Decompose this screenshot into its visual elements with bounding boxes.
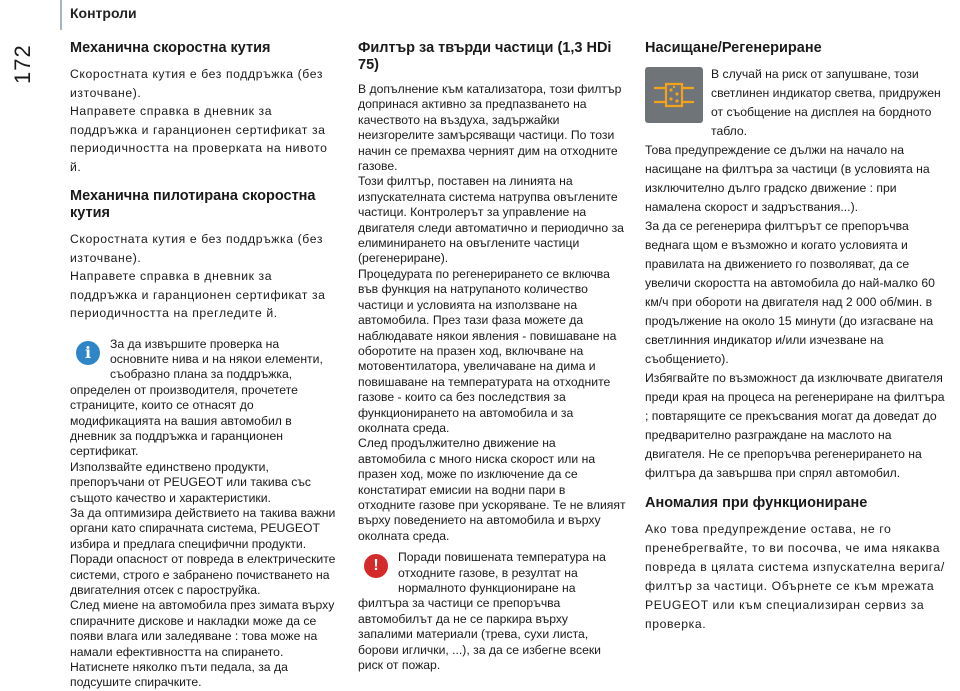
page-number: 172 — [10, 44, 35, 84]
text-paragraph: Това предупреждение се дължи на начало на насищане на филтъра за частици (в условията на изключително дълго градско движение : при намалена скорост и задръствания...). — [645, 143, 930, 214]
text-paragraph: Направете справка в дневник за поддръжка и гаранционен сертификат за периодичността на прегледите й. — [70, 269, 326, 320]
text-paragraph: След продължително движение на автомобила с много ниска скорост или на празен ход, може по изключение да се констатират емисии на водни пари в отходните газове при ускоряване. Те не влияят върху поведението на автомобила и върху околната среда. — [358, 436, 626, 543]
info-notice — [70, 337, 338, 691]
text-paragraph: В случай на риск от запушване, този светлинен индикатор светва, придружен от съобщение на дисплея на бордното табло. — [711, 67, 941, 138]
column-right — [645, 40, 945, 634]
section-title: Контроли — [70, 5, 137, 21]
text-paragraph: За да се регенерира филтърът се препоръчва веднага щом е възможно и когато условията и правилата на движението го позволяват, да се увеличи скоростта на автомобила до най-малко 60 км/ч при обороти на двигателя над 2 000 об/мин. в продължение на около 15 минути (до изгасване на светлинния индикатор и/или изчезване на съобщението). — [645, 219, 935, 366]
column-left — [70, 40, 338, 691]
column-middle — [358, 40, 626, 673]
text-paragraph: Този филтър, поставен на линията на изпускателната система натрупва овъглените частици. Контролерът за управление на двигателя следи автоматично и периодично за елиминирането на овъглените частици (регенериране). — [358, 174, 624, 266]
notice-text: За да оптимизира действието на такива важни органи като спирачната система, PEUGEOT избира и предлага специфични продукти. — [70, 505, 336, 551]
text-paragraph: Направете справка в дневник за поддръжка и гаранционен сертификат за периодичността на проверката на нивото й. — [70, 104, 328, 174]
particle-filter-icon-graphic — [652, 80, 696, 110]
text-paragraph: Скоростната кутия е без поддръжка (без източване). — [70, 67, 324, 100]
notice-text: За да извършите проверка на основните нива и на някои елементи, съобразно плана за поддръжка, определен от производителя, прочетете страниците, които се отнасят до модификацията на вашия автомобил в дневник за поддръжка и гаранционен сертификат. — [70, 336, 323, 459]
warning-icon: ! — [364, 554, 388, 578]
heading-manual-gearbox: Механична скоростна кутия — [70, 40, 271, 56]
heading-saturation: Насищане/Регенериране — [645, 40, 822, 56]
heading-malfunction: Аномалия при функциониране — [645, 495, 868, 511]
notice-text: Поради опасност от повреда в електрическите системи, строго е забранено почистването на двигателния отсек с пароструйка. — [70, 552, 336, 597]
text-paragraph: Ако това предупреждение остава, не го пренебрегвайте, то ви посочва, че има някаква повреда в цялата система изпускателна верига/филтър за частици. Обърнете се към мрежата PEUGEOT или към специализиран сервиз за проверка. — [645, 522, 945, 631]
heading-particle-filter: Филтър за твърди частици (1,3 HDi 75) — [358, 40, 612, 73]
info-icon: i — [76, 341, 100, 365]
notice-text: Поради повишената температура на отходните газове, в резултат на нормалното функциониране на филтъра за частици се препоръчва автомобилът да не се паркира върху запалими материали (трева, сухи листа, борови иглички, ...), за да се избегне всеки риск от пожар. — [358, 550, 606, 673]
side-rule — [60, 0, 62, 30]
warning-notice — [358, 550, 626, 673]
particle-filter-warning-icon — [645, 67, 703, 123]
text-paragraph: Скоростната кутия е без поддръжка (без източване). — [70, 232, 324, 265]
notice-text: След миене на автомобила през зимата върху спирачните дискове и накладки може да се появи влага или заледяване : това може на намали ефективността на спирането. Натиснете няколко пъти педала, за да подсушите спирачките. — [70, 598, 335, 690]
notice-text: Използвайте единствено продукти, препоръчани от PEUGEOT или такива със същото качество и характеристики. — [70, 459, 311, 505]
text-paragraph: В допълнение към катализатора, този филтър допринася активно за предпазването на качеството на въздуха, задържайки неизгорелите замърсяващи частици. По този начин се премахва черният дим на отходните газове. — [358, 82, 622, 174]
text-paragraph: Избягвайте по възможност да изключвате двигателя преди края на процеса на регенериране на филтъра ; повтарящите се прекъсвания могат да доведат до предварително разграждане на маслото на двигателя. Не се препоръчва регенерирането на филтъра да завършва при спрял автомобил. — [645, 371, 945, 480]
text-paragraph: Процедурата по регенерирането се включва във функция на натрупаното количество частици и условията на използване на автомобила. През тази фаза можете да наблюдавате някои явления - повишаване на оборотите на празен ход, включване на мотовентилатора, увеличаване на дима и повишаване на температурата на отходните газове - които са без последствия за функционирането на автомобила и за околната среда. — [358, 266, 617, 435]
heading-piloted-gearbox: Механична пилотирана скоростна кутия — [70, 188, 316, 221]
